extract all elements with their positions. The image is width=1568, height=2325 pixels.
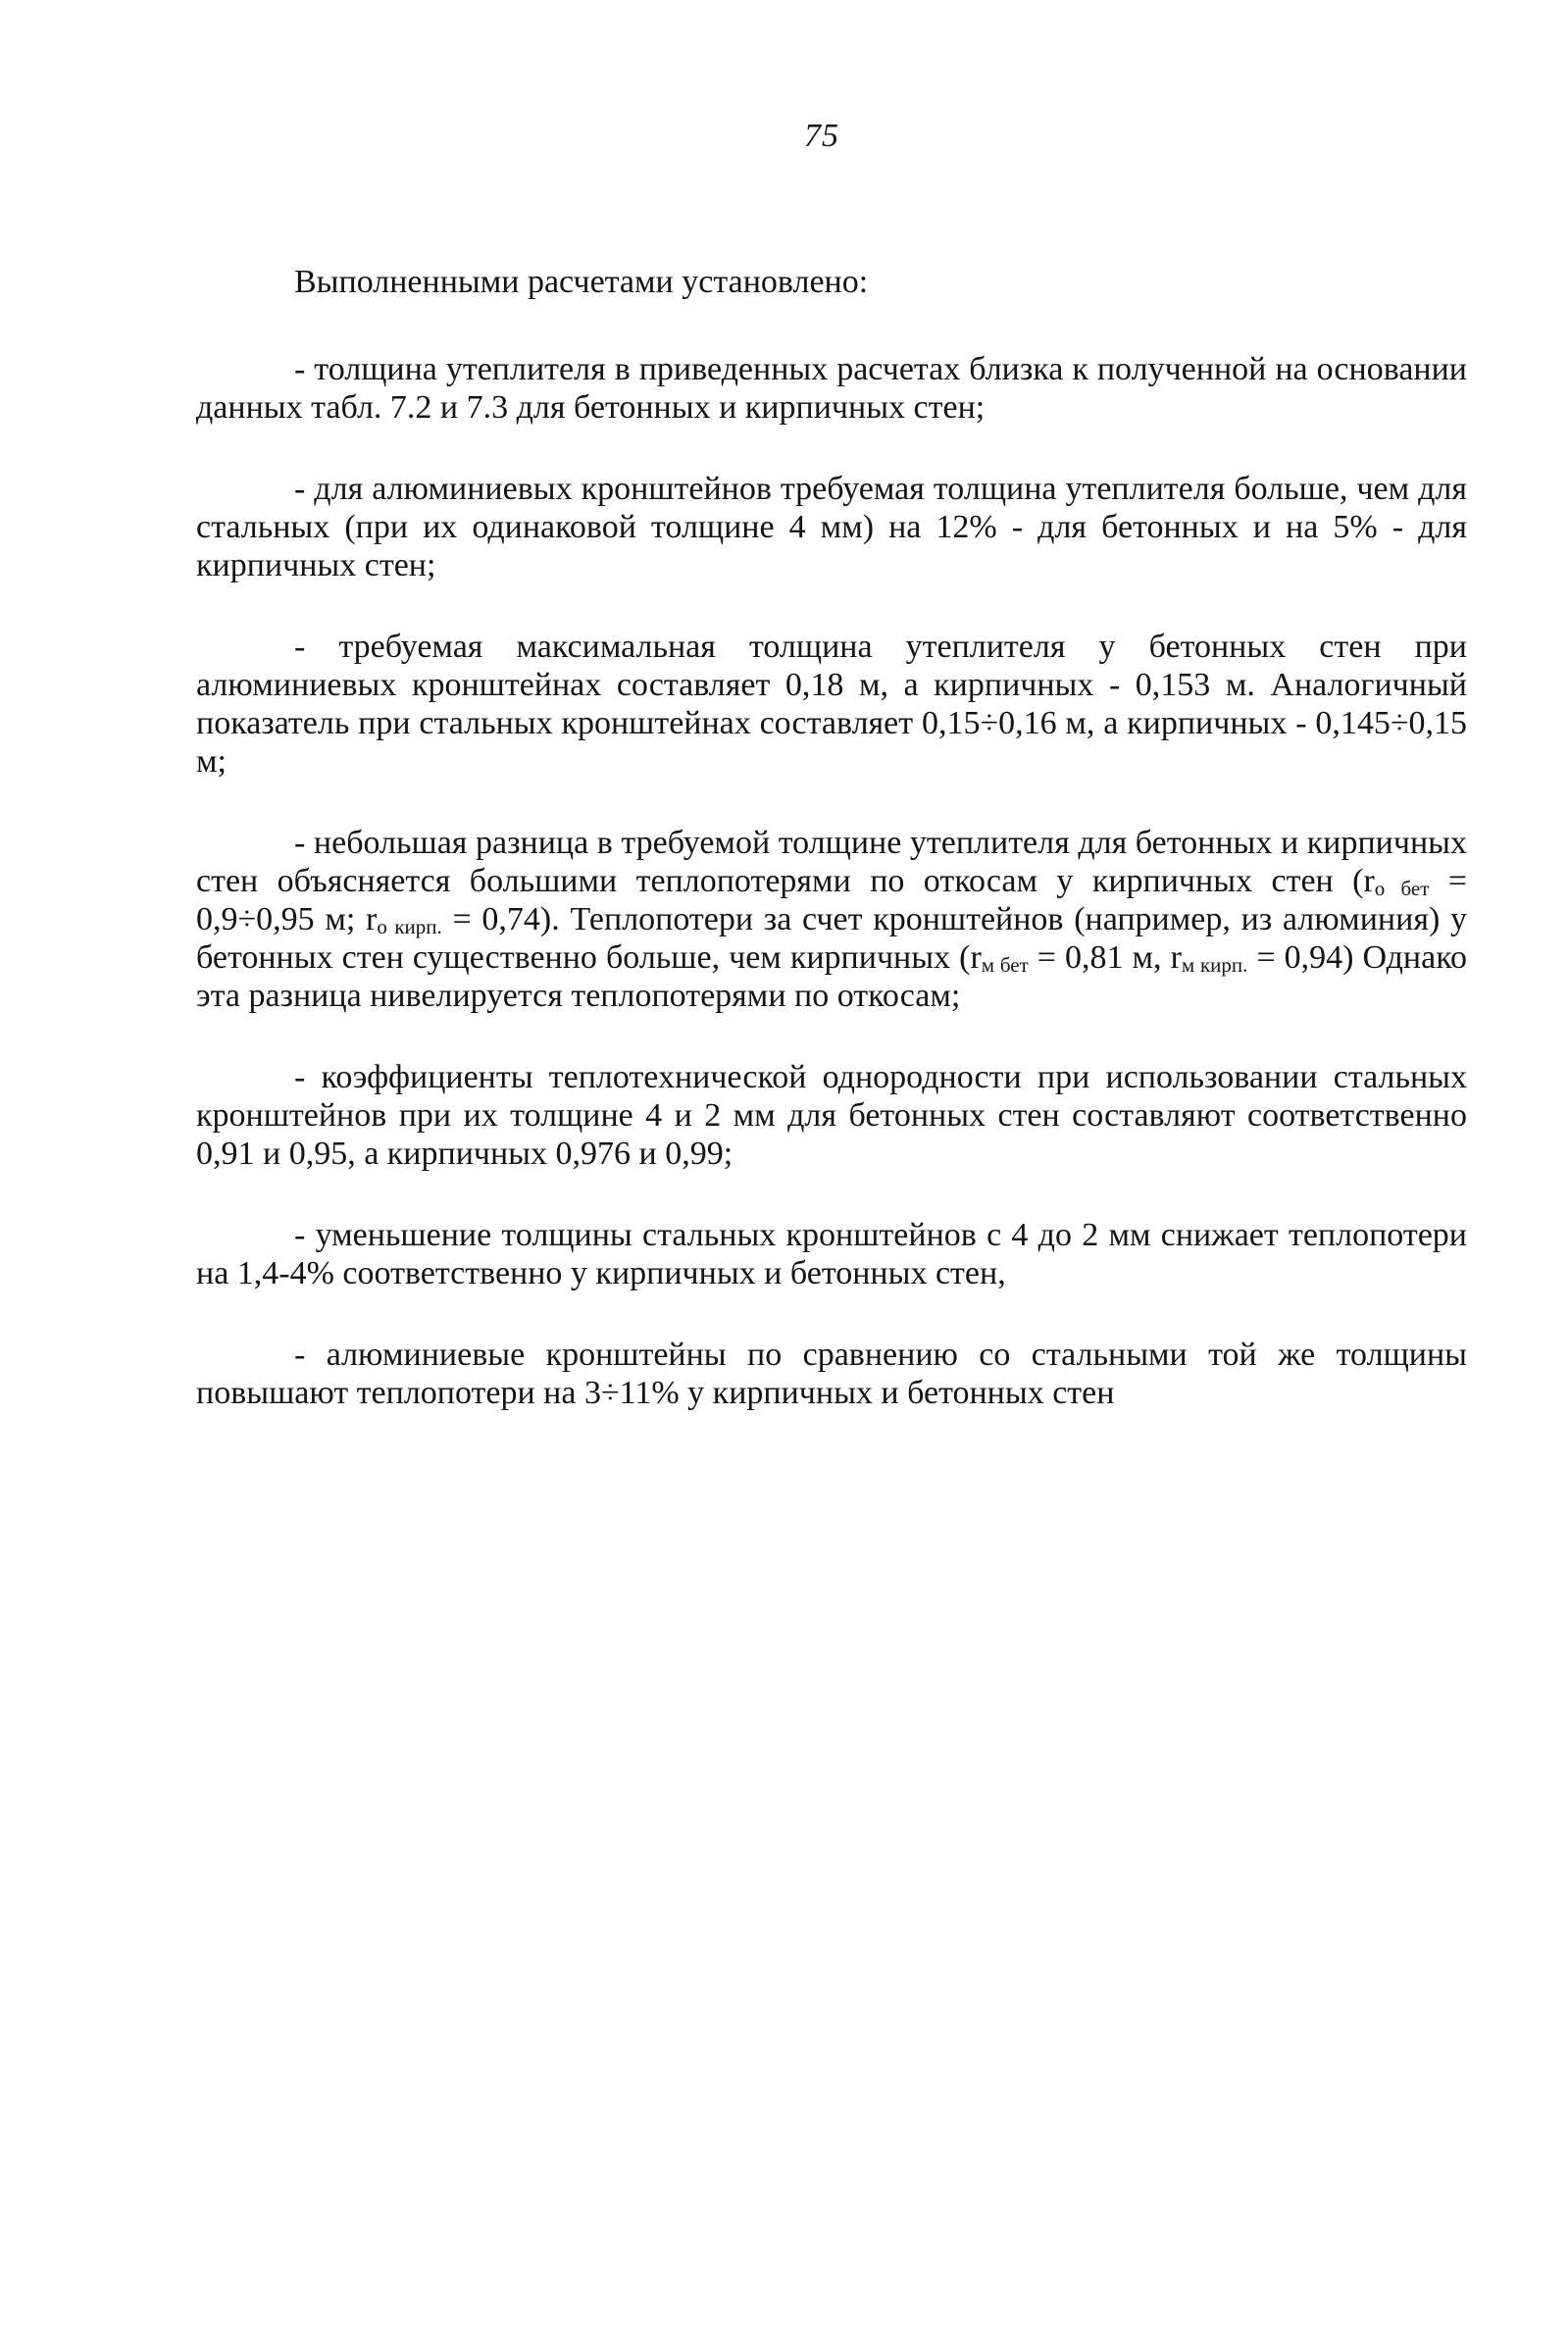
page-number: 75 (804, 118, 839, 154)
paragraph-5: - коэффициенты теплотехнической однородности при использовании стальных кронштейнов при их толщине 4 и 2 мм для бетонных стен составляют соответственно 0,91 и 0,95, а кирпичных 0,976 и 0,99; (196, 1059, 1467, 1172)
intro-line: Выполненными расчетами установлено: (294, 264, 869, 300)
paragraph-6: - уменьшение толщины стальных кронштейнов с 4 до 2 мм снижает теплопотери на 1,4-4% соответственно у кирпичных и бетонных стен, (196, 1217, 1467, 1291)
subscript-r-m-bet: м бет (981, 953, 1029, 977)
paragraph-4-part-2: = 0,9÷0,95 м; r (196, 863, 1467, 937)
document-body (196, 263, 1467, 1412)
paragraph-4-part-4: = 0,81 м, r (1028, 939, 1182, 976)
paragraph-4-part-1: - небольшая разница в требуемой толщине утеплителя для бетонных и кирпичных стен объясняется большими теплопотерями по откосам у кирпичных стен (r (196, 825, 1467, 899)
paragraph-4 (196, 824, 1467, 1015)
paragraph-4-part-5: = 0,94) Однако эта разница нивелируется теплопотерями по откосам; (196, 939, 1468, 1014)
paragraph-2: - для алюминиевых кронштейнов требуемая толщина утеплителя больше, чем для стальных (при их одинаковой толщине 4 мм) на 12% - для бетонных и на 5% - для кирпичных стен; (196, 471, 1467, 583)
paragraph-3: - требуемая максимальная толщина утеплителя у бетонных стен при алюминиевых кронштейнах составляет 0,18 м, а кирпичных - 0,153 м. Аналогичный показатель при стальных кронштейнах составляет 0,15÷0,16 м, а кирпичных - 0,145÷0,15 м; (196, 629, 1467, 780)
paragraph-7: - алюминиевые кронштейны по сравнению со стальными той же толщины повышают теплопотери на 3÷11% у кирпичных и бетонных стен (196, 1337, 1467, 1411)
paragraph-4-part-3: = 0,74). Теплопотери за счет кронштейнов (например, из алюминия) у бетонных стен существенно больше, чем кирпичных (r (196, 901, 1467, 976)
subscript-r-m-kirp: м кирп. (1181, 953, 1248, 977)
paragraph-1: - толщина утеплителя в приведенных расчетах близка к полученной на основании данных табл. 7.2 и 7.3 для бетонных и кирпичных стен; (196, 351, 1467, 426)
subscript-r-o-kirp: о кирп. (377, 915, 442, 938)
subscript-r-o-bet: о бет (1374, 877, 1430, 900)
